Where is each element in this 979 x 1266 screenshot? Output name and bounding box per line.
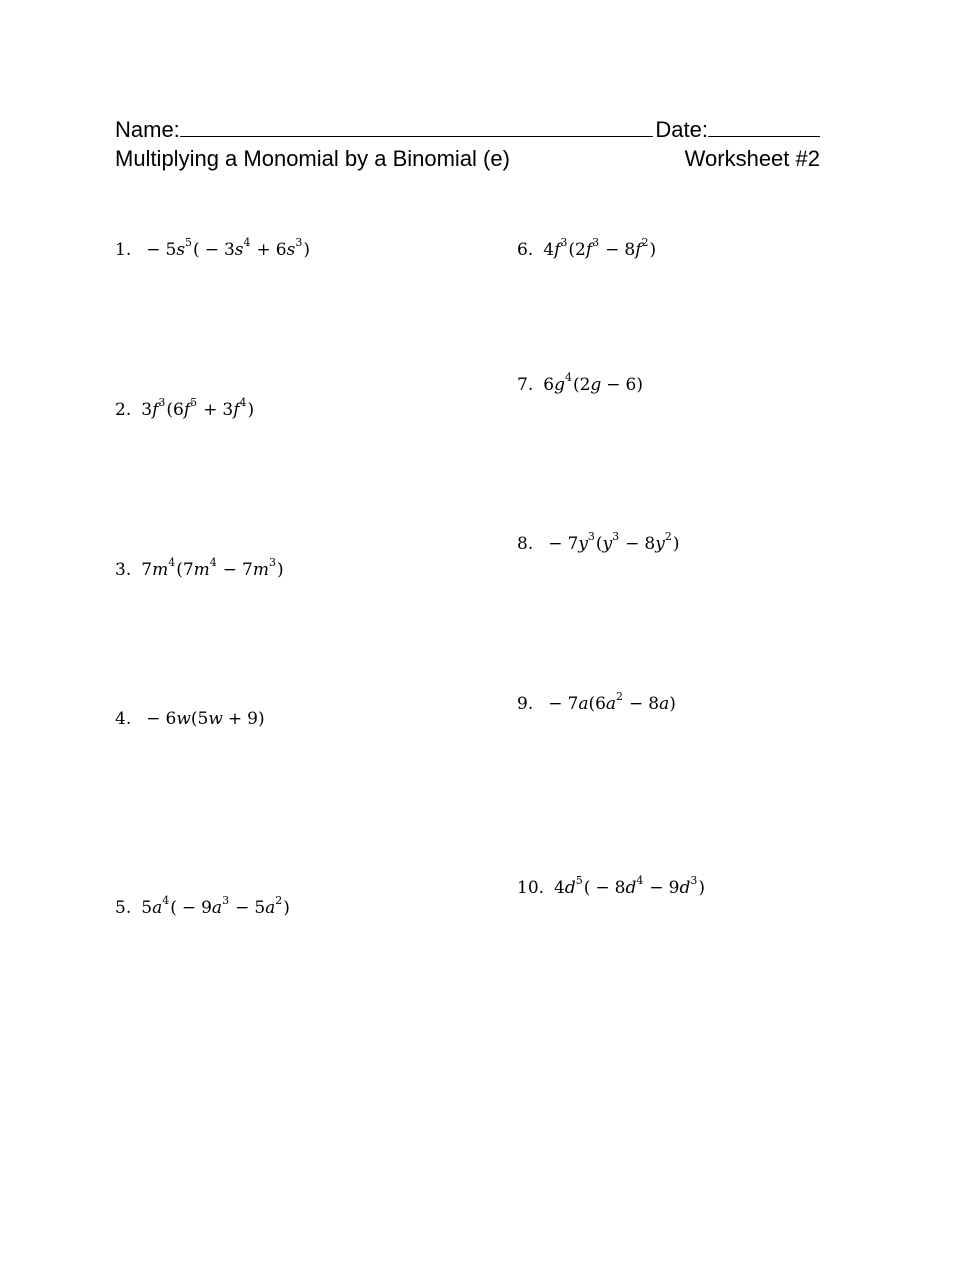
name-blank-line	[180, 116, 653, 137]
problem-number: 10.	[517, 878, 545, 898]
exponent: 5	[190, 396, 198, 409]
operator: −	[181, 898, 197, 918]
problem-number: 2.	[115, 400, 132, 420]
operator: −	[606, 375, 621, 395]
term-text: 6	[275, 240, 287, 260]
exponent: 2	[641, 236, 649, 249]
problem-number: 8.	[517, 534, 534, 554]
problem-10	[517, 874, 705, 898]
term-text: 5	[165, 240, 177, 260]
variable: d	[625, 878, 637, 898]
problem-number: 5.	[115, 898, 132, 918]
problem-number: 6.	[517, 240, 534, 260]
term-text: 4	[543, 240, 555, 260]
term-text: (	[170, 898, 177, 918]
variable: f	[183, 400, 191, 420]
problem-2	[115, 396, 254, 420]
term-text: (	[583, 878, 591, 898]
variable: m	[252, 560, 269, 580]
problem-expression	[141, 894, 290, 918]
term-text: )	[669, 694, 676, 714]
variable: a	[578, 694, 589, 714]
term-text: (	[595, 534, 603, 554]
term-text: 8	[614, 878, 626, 898]
variable: m	[152, 560, 169, 580]
variable: f	[554, 240, 561, 260]
term-text: 8	[624, 240, 636, 260]
exponent: 3	[587, 530, 595, 543]
term-text: 5	[141, 898, 153, 918]
problem-expression	[141, 709, 264, 729]
problem-1	[115, 236, 310, 260]
problem-number: 3.	[115, 560, 132, 580]
term-text: (	[193, 240, 200, 260]
name-label: Name:	[115, 117, 180, 142]
term-text: 9)	[247, 709, 265, 729]
term-text: )	[247, 400, 255, 420]
worksheet-title: Multiplying a Monomial by a Binomial (e)	[115, 146, 510, 171]
problem-expression	[554, 874, 705, 898]
term-text: 7	[242, 560, 253, 580]
problem-6	[517, 236, 656, 260]
term-text: 3	[141, 400, 153, 420]
term-text: 5	[254, 898, 266, 918]
exponent: 4	[636, 874, 644, 887]
term-text: 7	[567, 534, 579, 554]
exponent: 4	[209, 556, 217, 569]
operator: +	[227, 709, 243, 729]
variable: d	[564, 878, 576, 898]
term-text: )	[283, 898, 290, 918]
term-text: )	[672, 534, 680, 554]
variable: w	[208, 709, 223, 729]
operator: −	[649, 878, 664, 898]
operator: +	[256, 240, 271, 260]
term-text: 4	[554, 878, 565, 898]
variable: d	[679, 878, 691, 898]
term-text: 9	[201, 898, 212, 918]
name-field[interactable]	[115, 116, 653, 143]
problem-number: 7.	[517, 375, 534, 395]
variable: g	[590, 375, 602, 395]
problem-8	[517, 530, 680, 554]
exponent: 3	[612, 530, 620, 543]
variable: f	[585, 240, 593, 260]
term-text: )	[698, 878, 705, 898]
variable: s	[234, 240, 244, 260]
problem-expression	[141, 556, 284, 580]
term-text: 8	[648, 694, 660, 714]
exponent: 4	[239, 396, 247, 409]
operator: −	[548, 694, 563, 714]
problem-5	[115, 894, 290, 918]
date-blank-line	[708, 116, 820, 137]
variable: w	[176, 709, 191, 729]
term-text: 6	[543, 375, 555, 395]
variable: y	[578, 534, 588, 554]
operator: −	[235, 898, 250, 918]
problem-4	[115, 709, 265, 729]
variable: a	[659, 694, 670, 714]
operator: −	[548, 534, 563, 554]
date-label: Date:	[655, 117, 708, 142]
problem-expression	[543, 236, 657, 260]
problem-expression	[141, 396, 255, 420]
term-text: 9	[668, 878, 680, 898]
operator: −	[605, 240, 620, 260]
problem-7	[517, 371, 643, 395]
exponent: 3	[295, 236, 303, 249]
operator: +	[203, 400, 218, 420]
problem-3	[115, 556, 284, 580]
term-text: (2	[572, 375, 591, 395]
problem-expression	[141, 236, 310, 260]
term-text: )	[649, 240, 657, 260]
problem-number: 9.	[517, 694, 534, 714]
variable: a	[211, 898, 223, 918]
problem-expression	[543, 690, 676, 714]
exponent: 5	[185, 236, 193, 249]
variable: f	[152, 400, 159, 420]
exponent: 4	[162, 894, 170, 907]
variable: g	[554, 375, 565, 395]
exponent: 3	[268, 556, 276, 569]
problem-expression	[543, 530, 680, 554]
exponent: 3	[690, 874, 698, 887]
exponent: 2	[275, 894, 283, 907]
term-text: (6	[166, 400, 184, 420]
term-text: (6	[588, 694, 606, 714]
exponent: 2	[616, 690, 624, 703]
term-text: 6)	[625, 375, 643, 395]
variable: f	[635, 240, 642, 260]
problem-9	[517, 690, 676, 714]
header-row-name-date	[115, 116, 820, 143]
variable: m	[193, 560, 210, 580]
operator: −	[204, 240, 219, 260]
operator: −	[222, 560, 238, 580]
problem-expression	[543, 371, 643, 395]
term-text: 8	[644, 534, 656, 554]
variable: a	[152, 898, 163, 918]
header-row-title	[115, 146, 820, 172]
variable: a	[605, 694, 617, 714]
operator: −	[146, 240, 161, 260]
date-field[interactable]	[655, 116, 820, 143]
term-text: 7	[567, 694, 579, 714]
variable: f	[233, 400, 240, 420]
exponent: 3	[158, 396, 166, 409]
variable: y	[655, 534, 665, 554]
exponent: 4	[168, 556, 176, 569]
problem-number: 1.	[115, 240, 132, 260]
term-text: )	[276, 560, 284, 580]
term-text: (7	[176, 560, 194, 580]
variable: s	[176, 240, 186, 260]
exponent: 4	[243, 236, 251, 249]
term-text: )	[303, 240, 310, 260]
term-text: (2	[568, 240, 586, 260]
variable: y	[602, 534, 613, 554]
term-text: 7	[141, 560, 153, 580]
term-text: (5	[190, 709, 209, 729]
exponent: 4	[564, 371, 572, 384]
exponent: 5	[575, 874, 583, 887]
exponent: 3	[222, 894, 230, 907]
term-text: 3	[222, 400, 234, 420]
exponent: 3	[560, 236, 568, 249]
problem-number: 4.	[115, 709, 132, 729]
variable: a	[265, 898, 276, 918]
operator: −	[625, 534, 640, 554]
exponent: 2	[664, 530, 672, 543]
term-text: 3	[223, 240, 235, 260]
worksheet-number: Worksheet #2	[684, 146, 820, 171]
variable: s	[286, 240, 296, 260]
operator: −	[595, 878, 610, 898]
term-text: 6	[165, 709, 177, 729]
operator: −	[629, 694, 644, 714]
operator: −	[146, 709, 161, 729]
exponent: 3	[592, 236, 600, 249]
